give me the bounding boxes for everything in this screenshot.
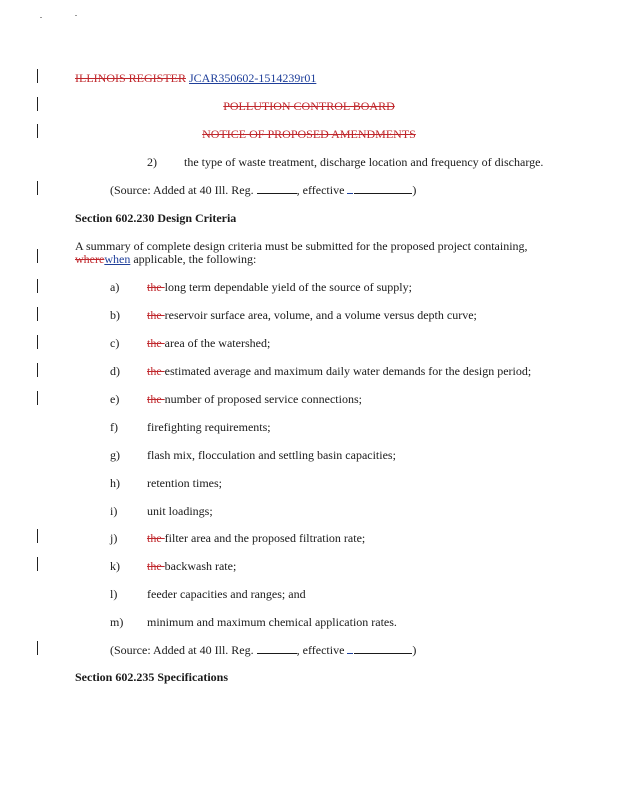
prior-item-text: the type of waste treatment, discharge location and frequency of discharge. [184, 155, 544, 169]
section-heading: Section 602.235 Specifications [75, 670, 228, 684]
inserted-blank [347, 643, 353, 654]
item-text: long term dependable yield of the source of supply; [164, 280, 412, 294]
intro-line: A summary of complete design criteria must be submitted for the proposed project containing, [75, 239, 528, 253]
item-text: feeder capacities and ranges; and [147, 587, 306, 601]
deleted-word: the [147, 392, 165, 406]
item-label: h) [110, 476, 120, 490]
register-deleted-text: ILLINOIS REGISTER [75, 71, 186, 85]
item-label: f) [110, 420, 118, 434]
deleted-word: the [147, 531, 165, 545]
list-item [0, 392, 618, 406]
item-label: k) [110, 559, 120, 573]
inserted-blank [347, 183, 353, 194]
list-item [0, 476, 618, 490]
board-name: POLLUTION CONTROL BOARD [223, 99, 395, 113]
revision-bar [37, 181, 38, 195]
list-item [0, 364, 618, 378]
source-note [110, 643, 416, 657]
source-prefix: (Source: Added at 40 Ill. Reg. [110, 183, 257, 197]
deleted-word: where [75, 252, 105, 266]
item-text: filter area and the proposed filtration rate; [164, 531, 366, 545]
list-item [0, 420, 618, 434]
list-item [0, 615, 618, 629]
intro-line [75, 252, 256, 266]
revision-bar [37, 641, 38, 655]
deleted-word: the [147, 280, 165, 294]
source-prefix: (Source: Added at 40 Ill. Reg. [110, 643, 257, 657]
register-header [75, 71, 316, 85]
list-item [0, 308, 618, 322]
item-label: d) [110, 364, 120, 378]
deleted-word: the [147, 336, 165, 350]
inserted-word: when [104, 252, 131, 266]
item-label: a) [110, 280, 120, 294]
revision-bar [37, 69, 38, 83]
deleted-word: the [147, 364, 165, 378]
deleted-word: the [147, 308, 165, 322]
item-text: area of the watershed; [164, 336, 271, 350]
item-label: l) [110, 587, 118, 601]
item-label: b) [110, 308, 120, 322]
item-label: m) [110, 615, 124, 629]
item-text: number of proposed service connections; [164, 392, 362, 406]
item-label: c) [110, 336, 120, 350]
item-label: j) [110, 531, 118, 545]
list-item [0, 336, 618, 350]
prior-item-label: 2) [147, 155, 157, 169]
item-text: backwash rate; [164, 559, 237, 573]
reg-blank [257, 643, 297, 654]
reg-blank [257, 183, 297, 194]
item-text: flash mix, flocculation and settling basin capacities; [147, 448, 396, 462]
list-item [0, 559, 618, 573]
source-suffix: ) [412, 643, 417, 657]
item-text: firefighting requirements; [147, 420, 271, 434]
section-heading: Section 602.230 Design Criteria [75, 211, 237, 225]
notice-title: NOTICE OF PROPOSED AMENDMENTS [202, 127, 416, 141]
list-item [0, 531, 618, 545]
item-text: reservoir surface area, volume, and a volume versus depth curve; [164, 308, 477, 322]
item-label: i) [110, 504, 118, 518]
intro-rest: applicable, the following: [130, 252, 257, 266]
scan-speck [75, 15, 77, 16]
revision-bar [37, 249, 38, 263]
item-text: retention times; [147, 476, 222, 490]
source-middle: , effective [296, 183, 348, 197]
item-text: estimated average and maximum daily water demands for the design period; [164, 364, 532, 378]
source-middle: , effective [296, 643, 348, 657]
effective-blank [354, 643, 412, 654]
list-item [0, 280, 618, 294]
list-item [0, 504, 618, 518]
list-item [0, 587, 618, 601]
effective-blank [354, 183, 412, 194]
deleted-word: the [147, 559, 165, 573]
item-label: e) [110, 392, 120, 406]
item-label: g) [110, 448, 120, 462]
source-suffix: ) [412, 183, 417, 197]
source-note [110, 183, 416, 197]
item-text: unit loadings; [147, 504, 213, 518]
register-inserted-text: JCAR350602-1514239r01 [189, 71, 317, 85]
list-item [0, 448, 618, 462]
item-text: minimum and maximum chemical application rates. [147, 615, 397, 629]
scan-speck [40, 17, 42, 18]
